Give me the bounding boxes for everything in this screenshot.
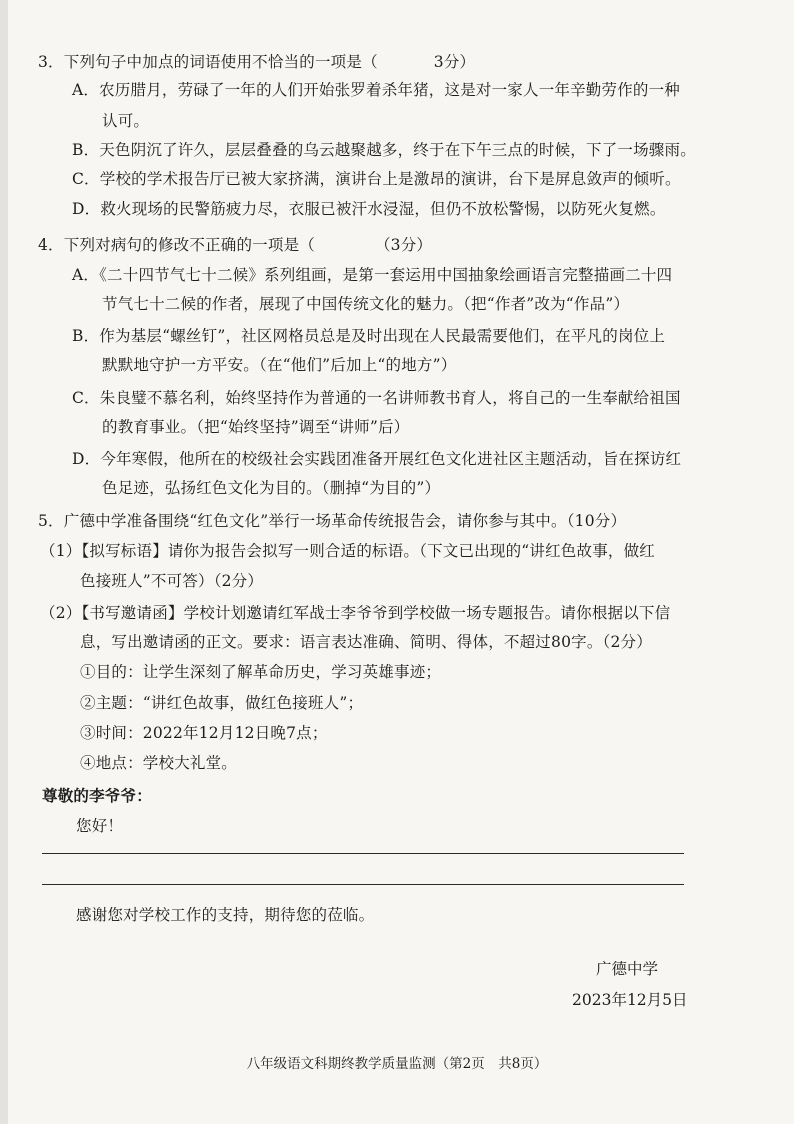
info-item-time: ③时间：2022年12月12日晚7点； — [80, 724, 328, 742]
question-5-part-1-cont: 色接班人”不可答）（2分） — [80, 572, 264, 590]
letter-signature: 广德中学 — [596, 960, 659, 978]
question-4-option-d-cont: 色足迹，弘扬红色文化为目的。（删掉“为目的”） — [102, 479, 441, 497]
question-5-stem: 5．广德中学准备围绕“红色文化”举行一场革命传统报告会，请你参与其中。（10分） — [38, 512, 627, 530]
question-3-score: 3分） — [433, 53, 476, 71]
question-3-option-a-cont: 认可。 — [102, 112, 150, 130]
info-item-theme: ②主题：“讲红色故事，做红色接班人”； — [80, 694, 364, 712]
question-4-stem-text: 4．下列对病句的修改不正确的一项是（ — [38, 236, 315, 254]
letter-closing: 感谢您对学校工作的支持，期待您的莅临。 — [76, 906, 375, 924]
question-4-option-c: C．朱良璧不慕名利，始终坚持作为普通的一名讲师教书育人，将自己的一生奉献给祖国 — [72, 389, 681, 407]
question-4-option-b: B．作为基层“螺丝钉”，社区网格员总是及时出现在人民最需要他们，在平凡的岗位上 — [72, 327, 666, 345]
question-3-option-a: A．农历腊月，劳碌了一年的人们开始张罗着杀年猪，这是对一家人一年辛勤劳作的一种 — [72, 81, 680, 99]
writing-line-2[interactable] — [42, 884, 684, 885]
letter-salutation: 尊敬的李爷爷： — [42, 786, 152, 805]
question-4-stem — [38, 235, 432, 255]
question-3-option-b: B．天色阴沉了许久，层层叠叠的乌云越聚越多，终于在下午三点的时候，下了一场骤雨。 — [72, 141, 696, 159]
question-3-option-d: D．救火现场的民警筋疲力尽，衣服已被汗水浸湿，但仍不放松警惕，以防死火复燃。 — [72, 200, 666, 218]
question-4-option-a-cont: 节气七十二候的作者，展现了中国传统文化的魅力。（把“作者”改为“作品”） — [102, 295, 630, 313]
letter-greeting: 您好！ — [76, 817, 124, 835]
question-3-stem — [38, 52, 475, 72]
info-item-location: ④地点：学校大礼堂。 — [80, 754, 238, 772]
question-3-option-c: C．学校的学术报告厅已被大家挤满，演讲台上是激昂的演讲，台下是屏息敛声的倾听。 — [72, 170, 681, 188]
question-5-part-1: （1）【拟写标语】请你为报告会拟写一则合适的标语。（下文已出现的“讲红色故事，做红 — [40, 542, 655, 560]
page-footer: 八年级语文科期终教学质量监测（第2页 共8页） — [246, 1056, 548, 1072]
question-4-option-d: D．今年寒假，他所在的校级社会实践团准备开展红色文化进社区主题活动，旨在探访红 — [72, 450, 682, 468]
question-5-part-2: （2）【书写邀请函】学校计划邀请红军战士李爷爷到学校做一场专题报告。请你根据以下信 — [40, 604, 671, 622]
writing-line-1[interactable] — [42, 853, 684, 854]
question-4-score: （3分） — [374, 236, 433, 254]
question-4-option-c-cont: 的教育事业。（把“始终坚持”调至“讲师”后） — [102, 418, 410, 436]
letter-date: 2023年12月5日 — [572, 991, 688, 1009]
question-5-part-2-cont: 息，写出邀请函的正文。要求：语言表达准确、简明、得体，不超过80字。（2分） — [80, 633, 652, 651]
info-item-purpose: ①目的：让学生深刻了解革命历史，学习英雄事迹； — [80, 663, 442, 681]
scan-edge — [0, 0, 8, 1124]
question-4-option-a: A．《二十四节气七十二候》系列组画，是第一套运用中国抽象绘画语言完整描画二十四 — [72, 266, 673, 284]
question-4-option-b-cont: 默默地守护一方平安。（在“他们”后加上“的地方”） — [102, 356, 457, 374]
question-3-stem-text: 3．下列句子中加点的词语使用不恰当的一项是（ — [38, 53, 378, 71]
